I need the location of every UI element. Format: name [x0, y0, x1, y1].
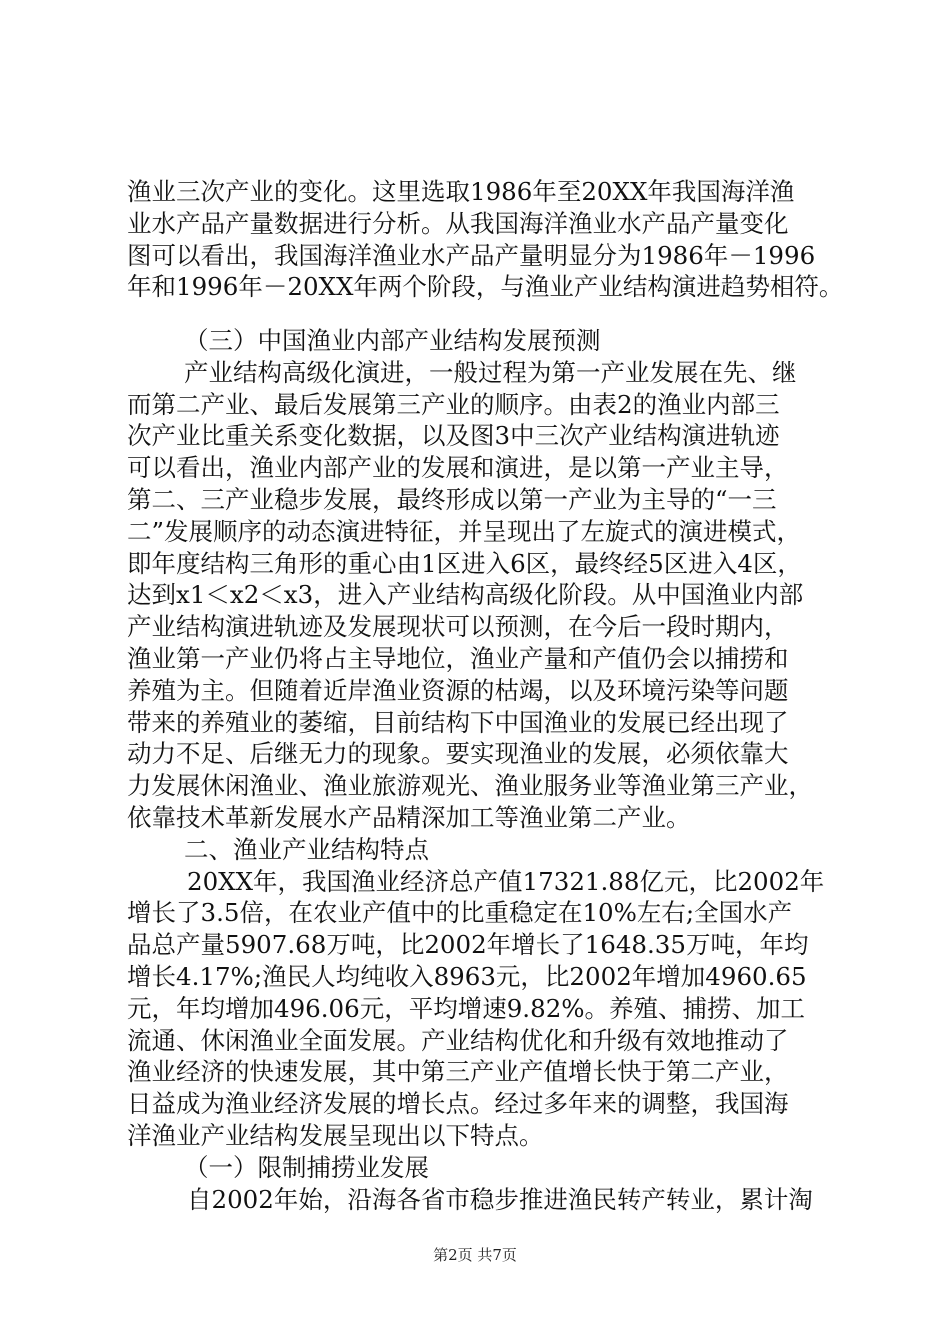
text-line: 动力不足、后继无力的现象。要实现渔业的发展，必须依靠大	[127, 739, 789, 769]
text-line: 达到x1＜x2＜x3，进入产业结构高级化阶段。从中国渔业内部	[127, 580, 804, 610]
subsection-heading-1: （一）限制捕捞业发展	[184, 1152, 429, 1182]
text-line: 元，年均增加496.06元，平均增速9.82%。养殖、捕捞、加工	[127, 993, 806, 1023]
text-line: 品总产量5907.68万吨，比2002年增长了1648.35万吨，年均	[127, 930, 809, 960]
page-number: 第2页 共7页	[433, 1246, 517, 1264]
text-line: 力发展休闲渔业、渔业旅游观光、渔业服务业等渔业第三产业，	[127, 771, 813, 801]
text-line: 即年度结构三角形的重心由1区进入6区，最终经5区进入4区，	[127, 548, 802, 578]
text-line: 产业结构演进轨迹及发展现状可以预测，在今后一段时期内，	[127, 612, 789, 642]
text-line: 20XX年，我国渔业经济总产值17321.88亿元，比2002年	[187, 866, 825, 896]
text-line: 依靠技术革新发展水产品精深加工等渔业第二产业。	[127, 802, 691, 832]
text-line: 日益成为渔业经济发展的增长点。经过多年来的调整，我国海	[127, 1089, 789, 1119]
text-line: 次产业比重关系变化数据，以及图3中三次产业结构演进轨迹	[127, 421, 780, 451]
text-line: 产业结构高级化演进，一般过程为第一产业发展在先、继	[184, 357, 797, 387]
text-line: 第二、三产业稳步发展，最终形成以第一产业为主导的“一三	[127, 484, 777, 514]
text-line: 渔业经济的快速发展，其中第三产业产值增长快于第二产业，	[127, 1057, 789, 1087]
text-line: 业水产品产量数据进行分析。从我国海洋渔业水产品产量变化	[127, 208, 789, 238]
text-line: 自2002年始，沿海各省市稳步推进渔民转产转业，累计淘	[187, 1184, 813, 1214]
paragraph-continued	[127, 176, 844, 303]
section-prediction	[127, 325, 827, 1215]
text-line: 增长4.17%;渔民人均纯收入8963元，比2002年增加4960.65	[127, 961, 807, 991]
text-line: 带来的养殖业的萎缩，目前结构下中国渔业的发展已经出现了	[127, 707, 789, 737]
section-heading-2: 二、渔业产业结构特点	[184, 834, 429, 864]
text-line: 图可以看出，我国海洋渔业水产品产量明显分为1986年－1996	[127, 240, 816, 270]
text-line: 可以看出，渔业内部产业的发展和演进，是以第一产业主导，	[127, 453, 789, 483]
text-line: 养殖为主。但随着近岸渔业资源的枯竭，以及环境污染等问题	[127, 675, 789, 705]
text-line: 渔业第一产业仍将占主导地位，渔业产量和产值仍会以捕捞和	[127, 643, 789, 673]
page-footer	[0, 1245, 950, 1265]
section-heading-3: （三）中国渔业内部产业结构发展预测	[184, 326, 601, 355]
text-line: 年和1996年－20XX年两个阶段，与渔业产业结构演进趋势相符。	[127, 272, 844, 302]
text-line: 二”发展顺序的动态演进特征，并呈现出了左旋式的演进模式，	[127, 516, 802, 546]
text-line: 流通、休闲渔业全面发展。产业结构优化和升级有效地推动了	[127, 1025, 789, 1055]
text-line: 渔业三次产业的变化。这里选取1986年至20XX年我国海洋渔	[127, 177, 795, 206]
text-line: 洋渔业产业结构发展呈现出以下特点。	[127, 1120, 544, 1150]
text-line: 而第二产业、最后发展第三产业的顺序。由表2的渔业内部三	[127, 389, 780, 419]
text-line: 增长了3.5倍，在农业产值中的比重稳定在10%左右;全国水产	[127, 898, 793, 928]
